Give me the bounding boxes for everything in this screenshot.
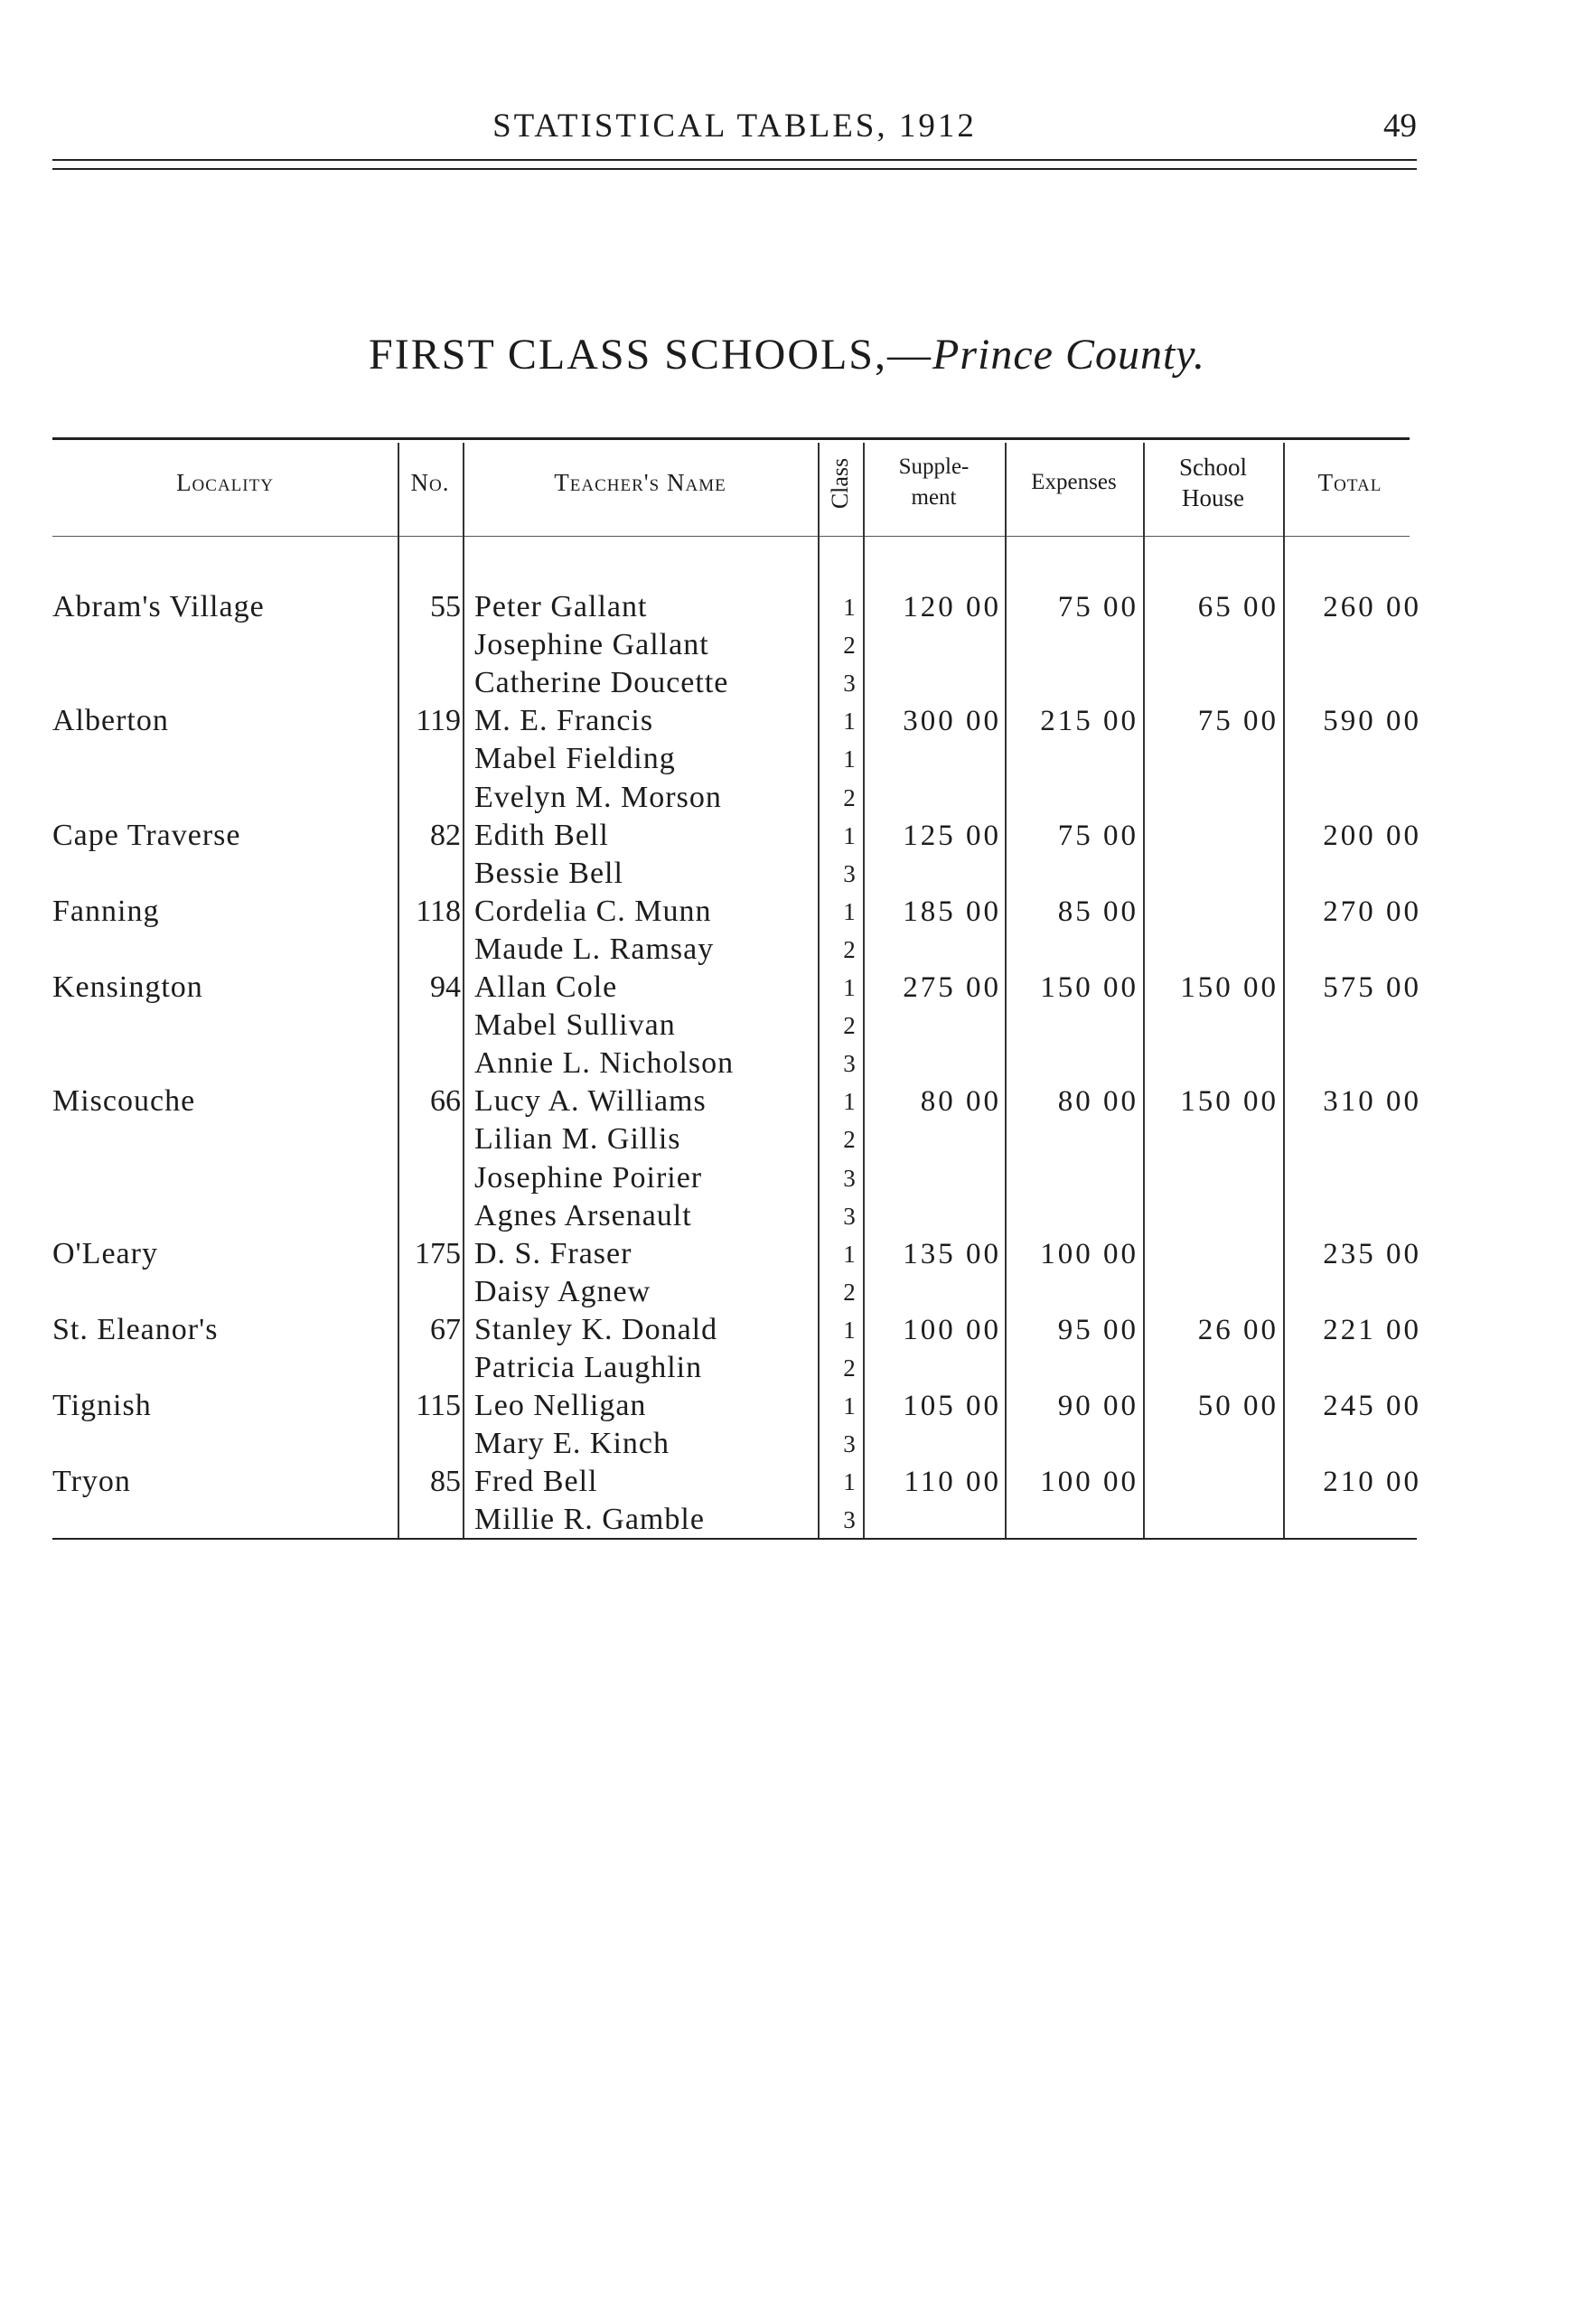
class-cell: 2	[843, 1012, 856, 1040]
school-number-cell: 66	[430, 1084, 461, 1119]
total-cell: 270 00	[1323, 895, 1421, 928]
total-cell: 260 00	[1323, 591, 1421, 623]
teacher-name-cell: Lilian M. Gillis	[474, 1122, 681, 1157]
supplement-cell: 125 00	[903, 819, 1001, 852]
class-cell: 3	[843, 670, 856, 698]
table-row	[0, 626, 1574, 664]
header-bottom-rule	[52, 536, 1410, 537]
header-school-house	[1143, 452, 1283, 513]
running-head-rule-bottom	[52, 168, 1417, 170]
table-row	[0, 1425, 1574, 1463]
teacher-name-cell: D. S. Fraser	[474, 1236, 632, 1270]
locality-cell: Kensington	[52, 970, 203, 1004]
table-row	[0, 740, 1574, 778]
school-number-cell: 94	[430, 970, 461, 1004]
header-supplement-line1: Supple-	[898, 454, 970, 479]
supplement-cell: 135 00	[903, 1237, 1001, 1270]
table-row	[0, 588, 1574, 626]
class-cell: 1	[843, 594, 856, 621]
total-cell: 221 00	[1323, 1313, 1421, 1346]
teacher-name-cell: Allan Cole	[474, 970, 618, 1004]
total-cell: 575 00	[1323, 971, 1421, 1004]
header-supplement-line2: ment	[911, 485, 957, 510]
teacher-name-cell: Daisy Agnew	[474, 1274, 651, 1308]
expenses-cell: 150 00	[1040, 971, 1138, 1004]
teacher-name-cell: M. E. Francis	[474, 704, 654, 738]
supplement-cell: 110 00	[904, 1466, 1001, 1499]
table-row	[0, 779, 1574, 817]
table-row	[0, 1235, 1574, 1273]
class-cell: 3	[843, 859, 856, 887]
section-title-main: FIRST CLASS SCHOOLS,—	[369, 331, 932, 379]
header-school-house-line1: School	[1178, 454, 1247, 481]
expenses-cell: 95 00	[1057, 1313, 1138, 1346]
teacher-name-cell: Mary E. Kinch	[474, 1427, 670, 1461]
class-cell: 1	[843, 821, 856, 849]
school-number-cell: 67	[430, 1312, 461, 1346]
supplement-cell: 300 00	[903, 705, 1001, 738]
running-head-rule-top	[52, 159, 1417, 161]
class-cell: 1	[843, 1088, 856, 1116]
expenses-cell: 100 00	[1040, 1237, 1138, 1270]
table-row	[0, 1349, 1574, 1387]
supplement-cell: 100 00	[903, 1313, 1001, 1346]
table-row	[0, 893, 1574, 931]
table-row	[0, 1311, 1574, 1349]
locality-cell: O'Leary	[52, 1236, 158, 1270]
expenses-cell: 85 00	[1057, 895, 1138, 928]
header-class: Class	[827, 457, 853, 510]
header-no	[398, 467, 463, 498]
total-cell: 245 00	[1323, 1390, 1421, 1423]
class-cell: 1	[843, 974, 856, 1001]
section-title-county: Prince County.	[932, 331, 1205, 379]
teacher-name-cell: Josephine Gallant	[474, 628, 709, 662]
table-row	[0, 817, 1574, 855]
supplement-cell: 120 00	[903, 591, 1001, 623]
teacher-name-cell: Stanley K. Donald	[474, 1312, 718, 1346]
teacher-name-cell: Catherine Doucette	[474, 666, 729, 700]
school-number-cell: 82	[430, 818, 461, 852]
total-cell: 235 00	[1323, 1237, 1421, 1270]
school-house-cell: 75 00	[1197, 705, 1279, 738]
supplement-cell: 80 00	[920, 1085, 1001, 1119]
table-row	[0, 1197, 1574, 1235]
class-cell: 2	[843, 1126, 856, 1154]
table-row	[0, 1159, 1574, 1197]
class-cell: 1	[843, 1468, 856, 1496]
class-cell: 3	[843, 1506, 856, 1534]
header-school-house-line2: House	[1182, 484, 1244, 511]
teacher-name-cell: Mabel Fielding	[474, 742, 676, 776]
school-number-cell: 118	[416, 894, 461, 928]
header-supplement	[863, 452, 1005, 513]
school-number-cell: 55	[430, 590, 461, 623]
table-row	[0, 1501, 1574, 1539]
table-row	[0, 1120, 1574, 1158]
supplement-cell: 275 00	[903, 971, 1001, 1004]
class-cell: 3	[843, 1202, 856, 1230]
section-title	[0, 330, 1574, 380]
locality-cell: Cape Traverse	[52, 818, 241, 852]
locality-cell: Fanning	[52, 894, 160, 928]
class-cell: 1	[843, 1316, 856, 1344]
supplement-cell: 185 00	[903, 895, 1001, 928]
school-number-cell: 119	[416, 704, 461, 738]
locality-cell: Tignish	[52, 1389, 152, 1423]
supplement-cell: 105 00	[903, 1390, 1001, 1423]
school-house-cell: 26 00	[1197, 1313, 1279, 1346]
total-cell: 310 00	[1323, 1085, 1421, 1119]
teacher-name-cell: Evelyn M. Morson	[474, 780, 722, 814]
teacher-name-cell: Bessie Bell	[474, 856, 623, 890]
table-row	[0, 1082, 1574, 1120]
teacher-name-cell: Josephine Poirier	[474, 1160, 703, 1195]
locality-cell: Miscouche	[52, 1084, 196, 1119]
class-cell: 2	[843, 1354, 856, 1382]
teacher-name-cell: Cordelia C. Munn	[474, 894, 712, 928]
class-cell: 3	[843, 1050, 856, 1078]
table-top-rule	[52, 437, 1410, 440]
class-cell: 1	[843, 897, 856, 925]
header-total	[1283, 467, 1417, 498]
class-cell: 2	[843, 1278, 856, 1306]
table-row	[0, 664, 1574, 702]
table-row	[0, 931, 1574, 969]
class-cell: 3	[843, 1164, 856, 1192]
school-house-cell: 65 00	[1197, 591, 1279, 623]
locality-cell: Alberton	[52, 704, 169, 738]
expenses-cell: 90 00	[1057, 1390, 1138, 1423]
teacher-name-cell: Leo Nelligan	[474, 1389, 647, 1423]
total-cell: 210 00	[1323, 1466, 1421, 1499]
table-row	[0, 1045, 1574, 1082]
running-head	[52, 107, 1417, 154]
table-row	[0, 1007, 1574, 1045]
class-cell: 1	[843, 745, 856, 773]
running-head-title: STATISTICAL TABLES, 1912	[492, 108, 977, 145]
header-locality-label: Locality	[176, 469, 274, 496]
class-cell: 2	[843, 783, 856, 811]
table-row	[0, 702, 1574, 740]
teacher-name-cell: Annie L. Nicholson	[474, 1046, 735, 1081]
school-number-cell: 115	[416, 1389, 461, 1423]
table-row	[0, 1387, 1574, 1425]
school-number-cell: 175	[415, 1236, 461, 1270]
locality-cell: Tryon	[52, 1465, 131, 1499]
teacher-name-cell: Patricia Laughlin	[474, 1351, 703, 1384]
school-house-cell: 150 00	[1180, 1085, 1279, 1119]
teacher-name-cell: Lucy A. Williams	[474, 1084, 707, 1119]
locality-cell: St. Eleanor's	[52, 1312, 219, 1346]
header-locality	[52, 467, 398, 498]
class-cell: 1	[843, 1240, 856, 1268]
header-no-label: No.	[410, 469, 450, 496]
teacher-name-cell: Mabel Sullivan	[474, 1008, 676, 1043]
table-row	[0, 1273, 1574, 1311]
table-row	[0, 1463, 1574, 1501]
expenses-cell: 80 00	[1057, 1085, 1138, 1119]
teacher-name-cell: Agnes Arsenault	[474, 1198, 692, 1232]
school-house-cell: 150 00	[1180, 971, 1279, 1004]
school-house-cell: 50 00	[1197, 1390, 1279, 1423]
total-cell: 200 00	[1323, 819, 1421, 852]
school-number-cell: 85	[430, 1465, 461, 1499]
expenses-cell: 75 00	[1057, 819, 1138, 852]
class-cell: 1	[843, 708, 856, 736]
class-cell: 2	[843, 632, 856, 660]
expenses-cell: 215 00	[1040, 705, 1138, 738]
teacher-name-cell: Fred Bell	[474, 1465, 598, 1499]
teacher-name-cell: Millie R. Gamble	[474, 1503, 705, 1537]
teacher-name-cell: Maude L. Ramsay	[474, 932, 715, 966]
expenses-cell: 100 00	[1040, 1466, 1138, 1499]
class-cell: 3	[843, 1430, 856, 1458]
total-cell: 590 00	[1323, 705, 1421, 738]
table-row	[0, 969, 1574, 1007]
header-teacher-label: Teacher's Name	[554, 469, 726, 496]
header-teacher	[463, 467, 818, 498]
class-cell: 2	[843, 935, 856, 963]
table-row	[0, 855, 1574, 893]
header-total-label: Total	[1317, 469, 1382, 496]
teacher-name-cell: Peter Gallant	[474, 590, 648, 623]
expenses-cell: 75 00	[1057, 591, 1138, 623]
locality-cell: Abram's Village	[52, 590, 265, 623]
teacher-name-cell: Edith Bell	[474, 818, 609, 852]
page-number: 49	[1383, 108, 1417, 145]
class-cell: 1	[843, 1392, 856, 1420]
header-expenses: Expenses	[1031, 470, 1117, 494]
